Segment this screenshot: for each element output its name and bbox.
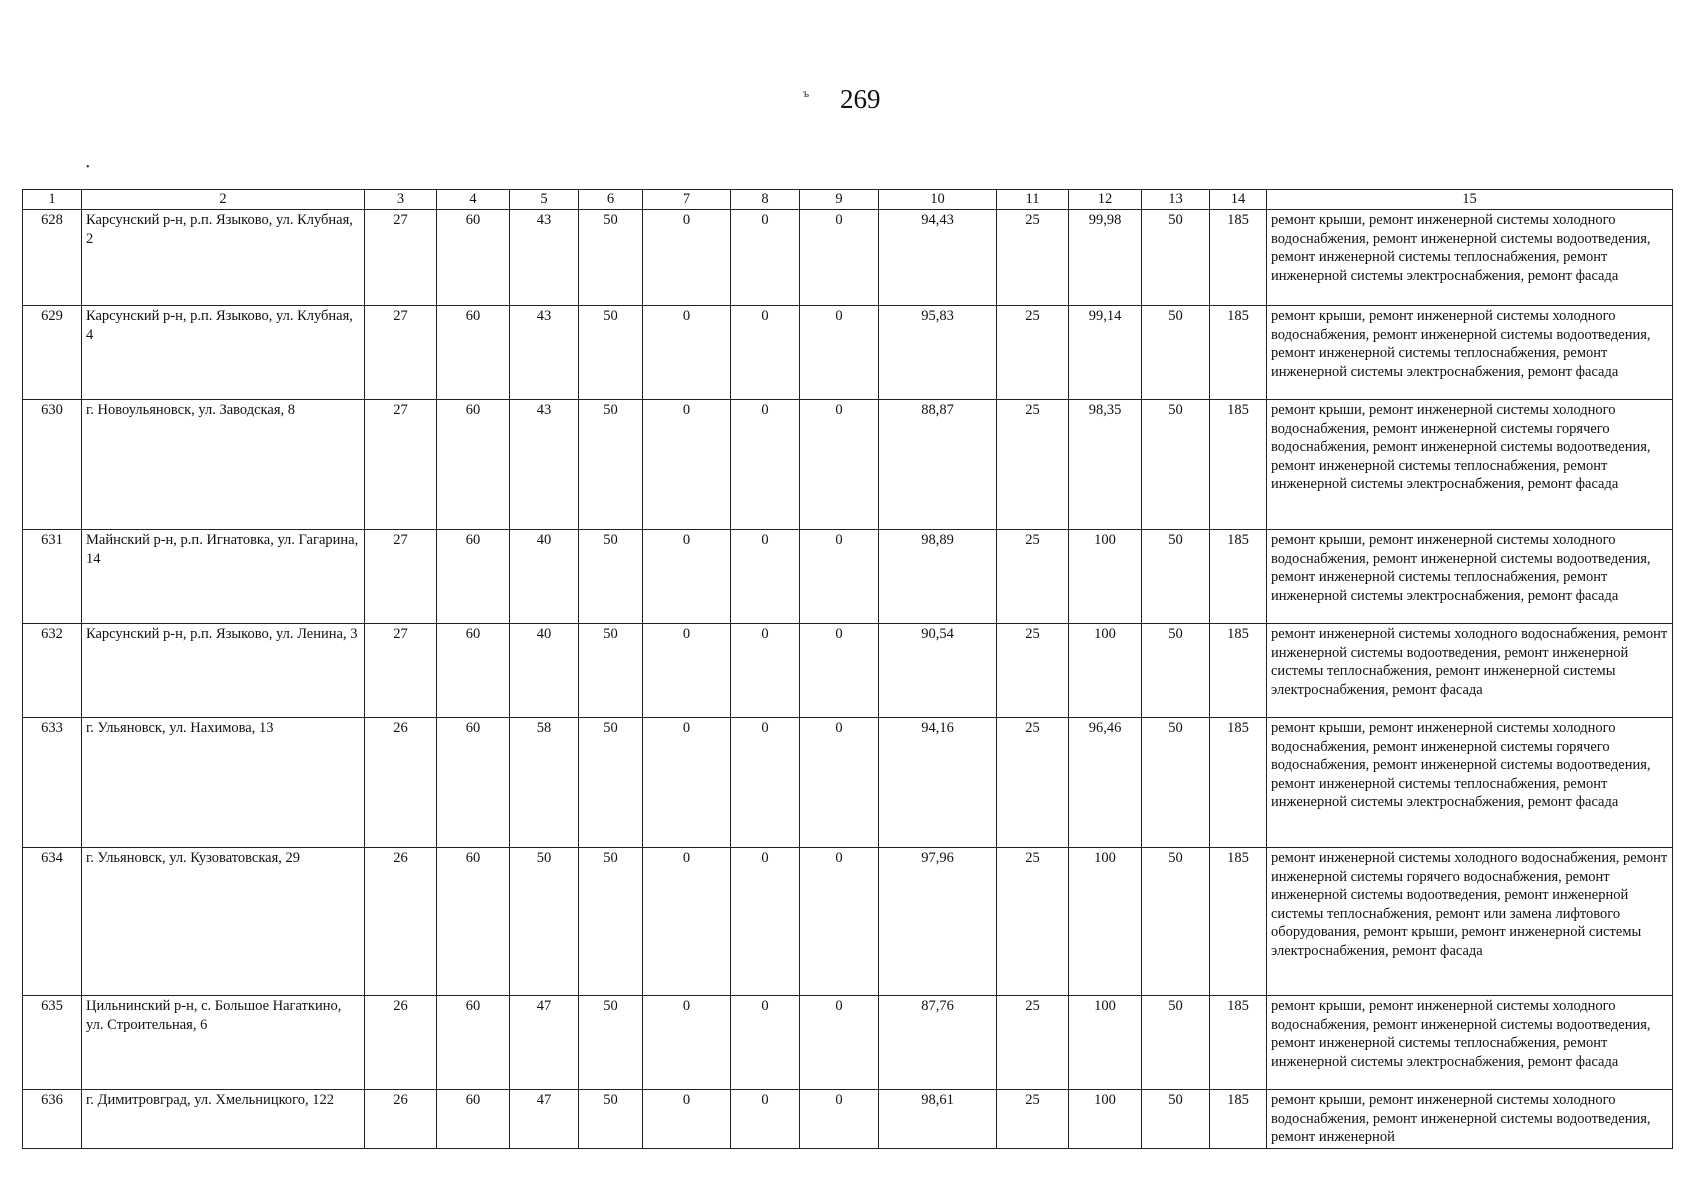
cell-v7: 0 xyxy=(643,996,731,1090)
cell-v8: 0 xyxy=(731,1090,800,1149)
cell-v8: 0 xyxy=(731,210,800,306)
cell-v9: 0 xyxy=(800,210,879,306)
cell-v5: 43 xyxy=(510,306,579,400)
cell-v5: 47 xyxy=(510,1090,579,1149)
column-header: 12 xyxy=(1069,190,1142,210)
cell-v5: 43 xyxy=(510,400,579,530)
cell-v13: 50 xyxy=(1142,848,1210,996)
cell-v8: 0 xyxy=(731,624,800,718)
page-number: 269 xyxy=(840,84,881,114)
cell-v11: 25 xyxy=(997,718,1069,848)
cell-v6: 50 xyxy=(579,530,643,624)
cell-number: 630 xyxy=(23,400,82,530)
cell-v9: 0 xyxy=(800,530,879,624)
cell-v7: 0 xyxy=(643,530,731,624)
cell-works: ремонт крыши, ремонт инженерной системы холодного водоснабжения, ремонт инженерной системы горячего водоснабжения, ремонт инженерной системы водоотведения, ремонт инженерной системы теплоснабжения, ремонт инженерной системы электроснабжения, ремонт фасада xyxy=(1267,718,1673,848)
cell-v13: 50 xyxy=(1142,530,1210,624)
cell-works: ремонт инженерной системы холодного водоснабжения, ремонт инженерной системы водоотведения, ремонт инженерной системы теплоснабжения, ремонт инженерной системы электроснабжения, ремонт фасада xyxy=(1267,624,1673,718)
cell-number: 629 xyxy=(23,306,82,400)
cell-v4: 60 xyxy=(437,624,510,718)
column-header: 1 xyxy=(23,190,82,210)
cell-number: 628 xyxy=(23,210,82,306)
column-header: 6 xyxy=(579,190,643,210)
cell-v8: 0 xyxy=(731,400,800,530)
column-header: 8 xyxy=(731,190,800,210)
column-header: 3 xyxy=(365,190,437,210)
column-header: 5 xyxy=(510,190,579,210)
column-header: 9 xyxy=(800,190,879,210)
cell-v3: 26 xyxy=(365,718,437,848)
cell-v8: 0 xyxy=(731,530,800,624)
cell-v14: 185 xyxy=(1210,996,1267,1090)
table-body xyxy=(23,190,1673,1149)
cell-v4: 60 xyxy=(437,718,510,848)
cell-v9: 0 xyxy=(800,306,879,400)
cell-v8: 0 xyxy=(731,848,800,996)
cell-v5: 40 xyxy=(510,530,579,624)
table-row xyxy=(23,718,1673,848)
cell-v14: 185 xyxy=(1210,718,1267,848)
cell-v10: 98,89 xyxy=(879,530,997,624)
scan-dot: • xyxy=(86,162,90,173)
header-row xyxy=(23,190,1673,210)
table-row xyxy=(23,400,1673,530)
cell-v8: 0 xyxy=(731,306,800,400)
cell-v13: 50 xyxy=(1142,306,1210,400)
cell-address: г. Димитровград, ул. Хмельницкого, 122 xyxy=(82,1090,365,1149)
cell-v13: 50 xyxy=(1142,400,1210,530)
cell-v3: 27 xyxy=(365,624,437,718)
cell-v9: 0 xyxy=(800,1090,879,1149)
cell-v5: 43 xyxy=(510,210,579,306)
column-header: 2 xyxy=(82,190,365,210)
cell-works: ремонт крыши, ремонт инженерной системы холодного водоснабжения, ремонт инженерной системы водоотведения, ремонт инженерной xyxy=(1267,1090,1673,1149)
cell-v11: 25 xyxy=(997,400,1069,530)
cell-v6: 50 xyxy=(579,1090,643,1149)
cell-address: Цильнинский р-н, с. Большое Нагаткино, ул. Строительная, 6 xyxy=(82,996,365,1090)
cell-v12: 100 xyxy=(1069,530,1142,624)
cell-v5: 47 xyxy=(510,996,579,1090)
cell-address: Карсунский р-н, р.п. Языково, ул. Клубная, 2 xyxy=(82,210,365,306)
cell-number: 635 xyxy=(23,996,82,1090)
cell-v10: 90,54 xyxy=(879,624,997,718)
cell-v4: 60 xyxy=(437,848,510,996)
cell-v6: 50 xyxy=(579,996,643,1090)
cell-works: ремонт крыши, ремонт инженерной системы холодного водоснабжения, ремонт инженерной системы водоотведения, ремонт инженерной системы теплоснабжения, ремонт инженерной системы электроснабжения, ремонт фасада xyxy=(1267,210,1673,306)
cell-v11: 25 xyxy=(997,1090,1069,1149)
cell-v3: 27 xyxy=(365,530,437,624)
cell-v6: 50 xyxy=(579,210,643,306)
cell-v14: 185 xyxy=(1210,624,1267,718)
cell-v11: 25 xyxy=(997,530,1069,624)
cell-v12: 100 xyxy=(1069,996,1142,1090)
cell-v12: 96,46 xyxy=(1069,718,1142,848)
cell-works: ремонт крыши, ремонт инженерной системы холодного водоснабжения, ремонт инженерной системы водоотведения, ремонт инженерной системы теплоснабжения, ремонт инженерной системы электроснабжения, ремонт фасада xyxy=(1267,530,1673,624)
cell-v14: 185 xyxy=(1210,530,1267,624)
cell-v7: 0 xyxy=(643,624,731,718)
cell-v13: 50 xyxy=(1142,624,1210,718)
cell-v10: 88,87 xyxy=(879,400,997,530)
cell-v6: 50 xyxy=(579,718,643,848)
column-header: 13 xyxy=(1142,190,1210,210)
column-header: 11 xyxy=(997,190,1069,210)
cell-v13: 50 xyxy=(1142,1090,1210,1149)
cell-v6: 50 xyxy=(579,400,643,530)
cell-v7: 0 xyxy=(643,210,731,306)
cell-number: 634 xyxy=(23,848,82,996)
cell-number: 636 xyxy=(23,1090,82,1149)
column-header: 14 xyxy=(1210,190,1267,210)
cell-v7: 0 xyxy=(643,1090,731,1149)
cell-v11: 25 xyxy=(997,996,1069,1090)
table-row xyxy=(23,996,1673,1090)
repair-table xyxy=(22,189,1673,1149)
cell-v11: 25 xyxy=(997,306,1069,400)
table-row xyxy=(23,624,1673,718)
cell-number: 633 xyxy=(23,718,82,848)
cell-v10: 98,61 xyxy=(879,1090,997,1149)
cell-v14: 185 xyxy=(1210,306,1267,400)
cell-v12: 98,35 xyxy=(1069,400,1142,530)
cell-v9: 0 xyxy=(800,848,879,996)
cell-v12: 99,98 xyxy=(1069,210,1142,306)
cell-v14: 185 xyxy=(1210,1090,1267,1149)
cell-v14: 185 xyxy=(1210,210,1267,306)
cell-v5: 40 xyxy=(510,624,579,718)
cell-v11: 25 xyxy=(997,848,1069,996)
cell-v13: 50 xyxy=(1142,996,1210,1090)
cell-works: ремонт крыши, ремонт инженерной системы холодного водоснабжения, ремонт инженерной системы водоотведения, ремонт инженерной системы теплоснабжения, ремонт инженерной системы электроснабжения, ремонт фасада xyxy=(1267,306,1673,400)
cell-address: Майнский р-н, р.п. Игнатовка, ул. Гагарина, 14 xyxy=(82,530,365,624)
cell-v3: 27 xyxy=(365,210,437,306)
cell-works: ремонт инженерной системы холодного водоснабжения, ремонт инженерной системы горячего водоснабжения, ремонт инженерной системы водоотведения, ремонт инженерной системы теплоснабжения, ремонт или замена лифтового оборудования, ремонт крыши, ремонт инженерной системы электроснабжения, ремонт фасада xyxy=(1267,848,1673,996)
cell-v13: 50 xyxy=(1142,718,1210,848)
cell-v12: 100 xyxy=(1069,624,1142,718)
cell-v4: 60 xyxy=(437,996,510,1090)
cell-address: Карсунский р-н, р.п. Языково, ул. Ленина, 3 xyxy=(82,624,365,718)
cell-v10: 94,43 xyxy=(879,210,997,306)
cell-v4: 60 xyxy=(437,530,510,624)
cell-v11: 25 xyxy=(997,624,1069,718)
cell-v3: 27 xyxy=(365,306,437,400)
cell-v10: 87,76 xyxy=(879,996,997,1090)
cell-v14: 185 xyxy=(1210,400,1267,530)
cell-v3: 26 xyxy=(365,1090,437,1149)
cell-v9: 0 xyxy=(800,624,879,718)
cell-v10: 97,96 xyxy=(879,848,997,996)
cell-v5: 50 xyxy=(510,848,579,996)
cell-v4: 60 xyxy=(437,210,510,306)
cell-address: г. Ульяновск, ул. Нахимова, 13 xyxy=(82,718,365,848)
cell-v7: 0 xyxy=(643,848,731,996)
table-row xyxy=(23,848,1673,996)
table-row xyxy=(23,306,1673,400)
cell-v11: 25 xyxy=(997,210,1069,306)
cell-v12: 100 xyxy=(1069,1090,1142,1149)
cell-v3: 26 xyxy=(365,996,437,1090)
scan-speck: ъ xyxy=(803,86,810,100)
cell-v6: 50 xyxy=(579,624,643,718)
column-header: 7 xyxy=(643,190,731,210)
cell-v6: 50 xyxy=(579,848,643,996)
cell-v3: 26 xyxy=(365,848,437,996)
cell-v6: 50 xyxy=(579,306,643,400)
cell-v7: 0 xyxy=(643,306,731,400)
cell-v13: 50 xyxy=(1142,210,1210,306)
column-header: 15 xyxy=(1267,190,1673,210)
table-row xyxy=(23,530,1673,624)
cell-number: 631 xyxy=(23,530,82,624)
cell-works: ремонт крыши, ремонт инженерной системы холодного водоснабжения, ремонт инженерной системы водоотведения, ремонт инженерной системы теплоснабжения, ремонт инженерной системы электроснабжения, ремонт фасада xyxy=(1267,996,1673,1090)
table-row xyxy=(23,1090,1673,1149)
column-header: 10 xyxy=(879,190,997,210)
cell-v12: 100 xyxy=(1069,848,1142,996)
cell-v8: 0 xyxy=(731,996,800,1090)
cell-v14: 185 xyxy=(1210,848,1267,996)
cell-number: 632 xyxy=(23,624,82,718)
cell-v3: 27 xyxy=(365,400,437,530)
cell-v9: 0 xyxy=(800,718,879,848)
cell-address: г. Новоульяновск, ул. Заводская, 8 xyxy=(82,400,365,530)
cell-v7: 0 xyxy=(643,718,731,848)
cell-v12: 99,14 xyxy=(1069,306,1142,400)
cell-v9: 0 xyxy=(800,400,879,530)
cell-address: г. Ульяновск, ул. Кузоватовская, 29 xyxy=(82,848,365,996)
cell-works: ремонт крыши, ремонт инженерной системы холодного водоснабжения, ремонт инженерной системы горячего водоснабжения, ремонт инженерной системы водоотведения, ремонт инженерной системы теплоснабжения, ремонт инженерной системы электроснабжения, ремонт фасада xyxy=(1267,400,1673,530)
cell-v4: 60 xyxy=(437,306,510,400)
table-row xyxy=(23,210,1673,306)
cell-v10: 95,83 xyxy=(879,306,997,400)
cell-v4: 60 xyxy=(437,1090,510,1149)
column-header: 4 xyxy=(437,190,510,210)
cell-v4: 60 xyxy=(437,400,510,530)
cell-v5: 58 xyxy=(510,718,579,848)
cell-v8: 0 xyxy=(731,718,800,848)
cell-v9: 0 xyxy=(800,996,879,1090)
cell-address: Карсунский р-н, р.п. Языково, ул. Клубная, 4 xyxy=(82,306,365,400)
cell-v10: 94,16 xyxy=(879,718,997,848)
cell-v7: 0 xyxy=(643,400,731,530)
